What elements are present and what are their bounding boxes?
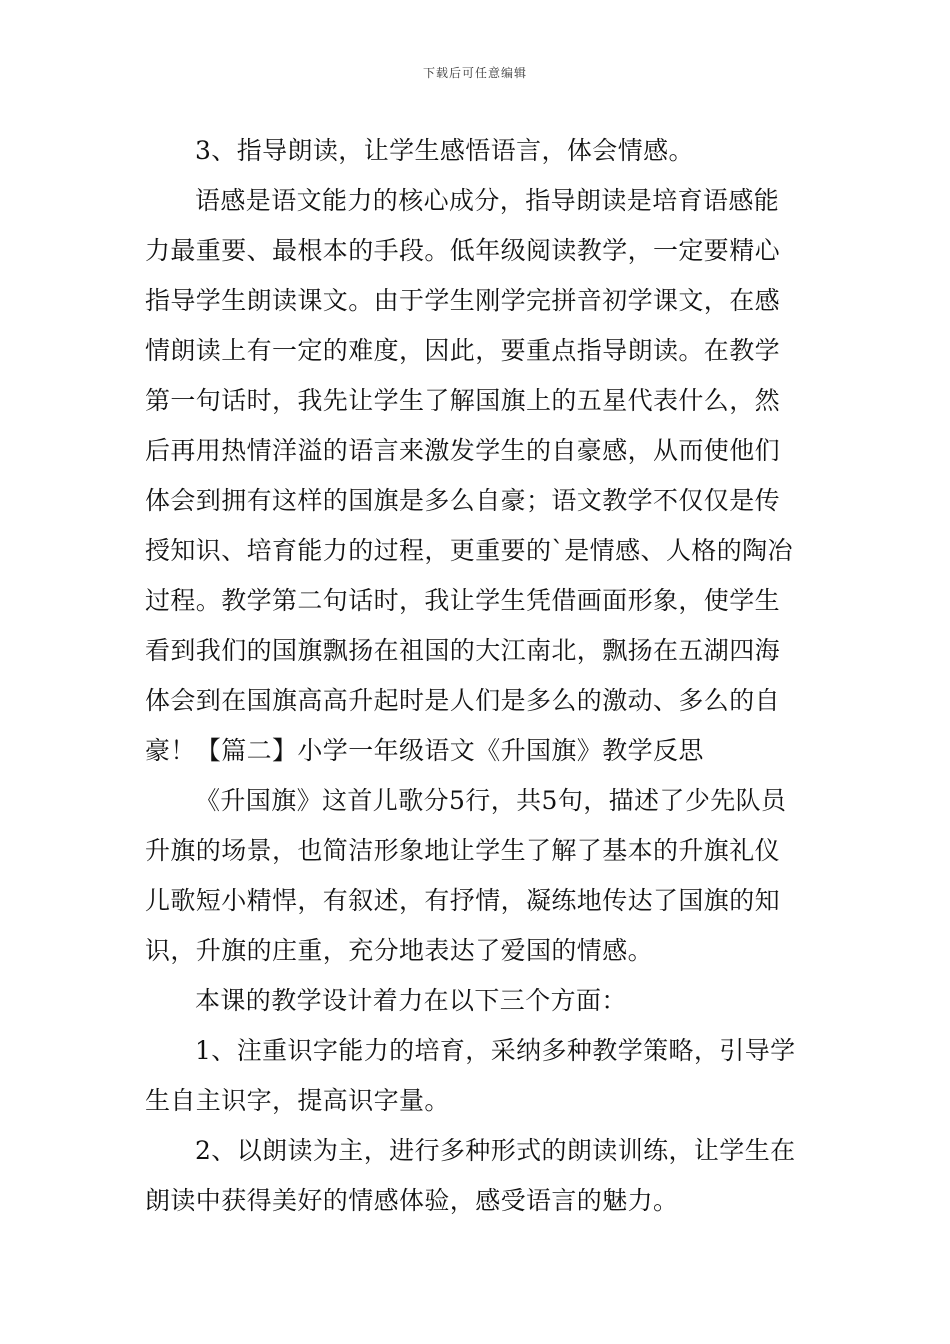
text-line: 3、指导朗读，让学生感悟语言，体会情感。 <box>195 136 694 165</box>
text-line: 《升国旗》这首儿歌分5行，共5句，描述了少先队员 <box>195 786 787 815</box>
text-line: 2、以朗读为主，进行多种形式的朗读训练，让学生在 <box>195 1136 796 1165</box>
text-line: 1、注重识字能力的培育，采纳多种教学策略，引导学 <box>195 1036 796 1065</box>
text-line: 指导学生朗读课文。由于学生刚学完拼音初学课文，在感 <box>145 286 781 315</box>
text-line: 授知识、培育能力的过程，更重要的`是情感、人格的陶冶 <box>145 536 793 565</box>
text-line: 升旗的场景，也简洁形象地让学生了解了基本的升旗礼仪 <box>145 836 781 865</box>
text-line: 生自主识字，提高识字量。 <box>145 1086 450 1115</box>
text-line: 语感是语文能力的核心成分，指导朗读是培育语感能 <box>195 186 780 215</box>
text-line: 情朗读上有一定的难度，因此，要重点指导朗读。在教学 <box>145 336 781 365</box>
text-line: 第一句话时，我先让学生了解国旗上的五星代表什么，然 <box>145 386 781 415</box>
text-line: 看到我们的国旗飘扬在祖国的大江南北，飘扬在五湖四海 <box>145 636 781 665</box>
text-line: 儿歌短小精悍，有叙述，有抒情，凝练地传达了国旗的知 <box>145 886 781 915</box>
text-line: 豪！【篇二】小学一年级语文《升国旗》教学反思 <box>145 736 704 765</box>
text-line: 体会到在国旗高高升起时是人们是多么的激动、多么的自 <box>145 686 781 715</box>
text-line: 过程。教学第二句话时，我让学生凭借画面形象，使学生 <box>145 586 781 615</box>
document-body <box>145 126 810 1226</box>
text-line: 本课的教学设计着力在以下三个方面： <box>195 986 627 1015</box>
page-header: 下载后可任意编辑 <box>422 66 527 80</box>
text-line: 力最重要、最根本的手段。低年级阅读教学，一定要精心 <box>145 236 781 265</box>
text-line: 识，升旗的庄重，充分地表达了爱国的情感。 <box>145 936 654 965</box>
text-line: 后再用热情洋溢的语言来激发学生的自豪感，从而使他们 <box>145 436 781 465</box>
text-line: 朗读中获得美好的情感体验，感受语言的魅力。 <box>145 1186 679 1215</box>
text-line: 体会到拥有这样的国旗是多么自豪；语文教学不仅仅是传 <box>145 486 781 515</box>
